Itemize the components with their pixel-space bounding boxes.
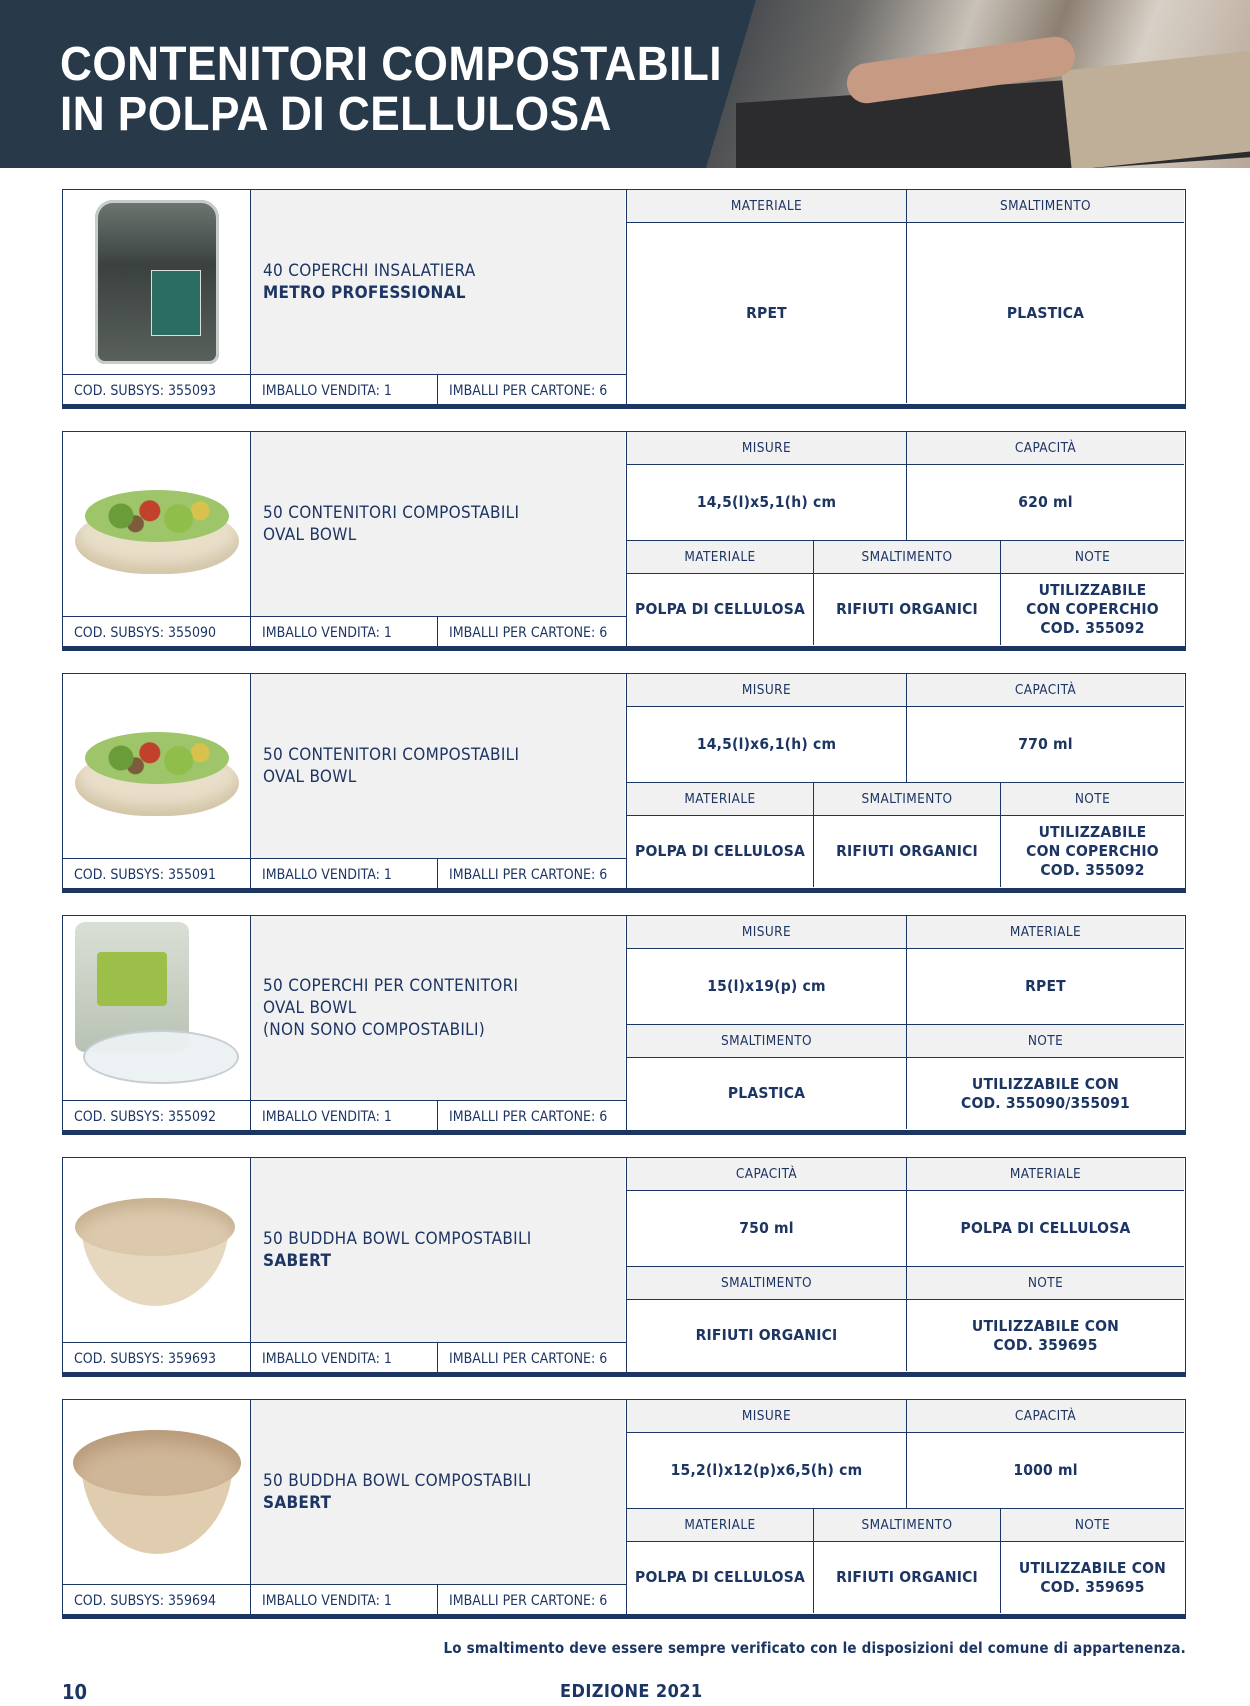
spec-header: CAPACITÀ <box>907 432 1184 465</box>
title-line-2: IN POLPA DI CELLULOSA <box>60 88 612 141</box>
imballi-per-cartone: IMBALLI PER CARTONE: 6 <box>449 1108 608 1125</box>
product-code: COD. SUBSYS: 359694 <box>63 1585 251 1616</box>
spec-value: RIFIUTI ORGANICI <box>814 1542 1001 1613</box>
imballi-per-cartone: IMBALLI PER CARTONE: 6 <box>449 1350 608 1367</box>
spec-header: SMALTIMENTO <box>814 783 1001 816</box>
product-code: COD. SUBSYS: 355090 <box>63 617 251 648</box>
spec-value: UTILIZZABILE CON COPERCHIO COD. 355092 <box>1001 574 1184 645</box>
spec-header: MISURE <box>627 432 907 465</box>
spec-header: CAPACITÀ <box>907 1400 1184 1433</box>
product-description <box>263 916 619 1100</box>
product-name: 40 COPERCHI INSALATIERA <box>263 261 476 281</box>
oval-bowl-image <box>63 674 251 858</box>
buddha-bowl-image <box>63 1158 251 1342</box>
product-name-line-2: OVAL BOWL <box>263 767 357 787</box>
product-code: COD. SUBSYS: 355092 <box>63 1101 251 1132</box>
spec-value: 770 ml <box>907 707 1184 783</box>
spec-value: PLASTICA <box>627 1058 907 1129</box>
spec-header: SMALTIMENTO <box>907 190 1184 223</box>
product-description <box>263 190 619 374</box>
page-number: 10 <box>62 1680 88 1704</box>
spec-value: UTILIZZABILE CON COD. 359695 <box>1001 1542 1184 1613</box>
product-card-355091 <box>62 673 1186 893</box>
product-description <box>263 674 619 858</box>
product-code: COD. SUBSYS: 355093 <box>63 375 251 406</box>
imballi-per-cartone: IMBALLI PER CARTONE: 6 <box>449 866 608 883</box>
spec-value: UTILIZZABILE CON COD. 355090/355091 <box>907 1058 1184 1129</box>
spec-header: MISURE <box>627 916 907 949</box>
spec-table <box>626 189 1186 405</box>
spec-value: POLPA DI CELLULOSA <box>907 1191 1184 1267</box>
spec-value: 15,2(l)x12(p)x6,5(h) cm <box>627 1433 907 1509</box>
disposal-footnote: Lo smaltimento deve essere sempre verificato con le disposizioni del comune di appartenenza. <box>443 1639 1186 1657</box>
spec-value: RIFIUTI ORGANICI <box>627 1300 907 1371</box>
spec-table <box>626 673 1186 889</box>
clear-lid-image <box>63 916 251 1100</box>
product-name: 50 CONTENITORI COMPOSTABILI <box>263 745 520 765</box>
spec-header: MATERIALE <box>627 190 907 223</box>
product-name: 50 BUDDHA BOWL COMPOSTABILI <box>263 1471 532 1491</box>
spec-value: RPET <box>907 949 1184 1025</box>
product-card-355092 <box>62 915 1186 1135</box>
product-card-359694 <box>62 1399 1186 1619</box>
product-code: COD. SUBSYS: 355091 <box>63 859 251 890</box>
spec-table <box>626 1157 1186 1373</box>
product-name: 50 BUDDHA BOWL COMPOSTABILI <box>263 1229 532 1249</box>
spec-header: MISURE <box>627 674 907 707</box>
product-code: COD. SUBSYS: 359693 <box>63 1343 251 1374</box>
imballo-vendita: IMBALLO VENDITA: 1 <box>251 617 438 648</box>
spec-header: NOTE <box>907 1267 1184 1300</box>
product-description <box>263 1400 619 1584</box>
imballi-per-cartone: IMBALLI PER CARTONE: 6 <box>449 382 608 399</box>
spec-header: SMALTIMENTO <box>814 541 1001 574</box>
spec-value: RIFIUTI ORGANICI <box>814 816 1001 887</box>
product-name-line-2: OVAL BOWL <box>263 998 357 1018</box>
imballo-vendita: IMBALLO VENDITA: 1 <box>251 375 438 406</box>
spec-header: MATERIALE <box>627 1509 814 1542</box>
product-description <box>263 432 619 616</box>
spec-header: MATERIALE <box>907 916 1184 949</box>
product-brand: SABERT <box>263 1493 332 1513</box>
buddha-bowl-image <box>63 1400 251 1584</box>
spec-value: RIFIUTI ORGANICI <box>814 574 1001 645</box>
product-brand: SABERT <box>263 1251 332 1271</box>
spec-value: POLPA DI CELLULOSA <box>627 1542 814 1613</box>
page-header <box>0 0 1250 168</box>
lid-stack-image <box>63 190 251 374</box>
spec-value: 15(l)x19(p) cm <box>627 949 907 1025</box>
spec-table <box>626 431 1186 647</box>
spec-value: RPET <box>627 223 907 403</box>
imballo-vendita: IMBALLO VENDITA: 1 <box>251 1585 438 1616</box>
product-description <box>263 1158 619 1342</box>
product-brand: METRO PROFESSIONAL <box>263 283 466 303</box>
spec-value: 1000 ml <box>907 1433 1184 1509</box>
edition-label: EDIZIONE 2021 <box>560 1681 703 1702</box>
spec-header: CAPACITÀ <box>627 1158 907 1191</box>
imballo-vendita: IMBALLO VENDITA: 1 <box>251 1343 438 1374</box>
spec-header: SMALTIMENTO <box>814 1509 1001 1542</box>
spec-table <box>626 1399 1186 1615</box>
spec-header: SMALTIMENTO <box>627 1267 907 1300</box>
product-name-line-2: OVAL BOWL <box>263 525 357 545</box>
spec-value: UTILIZZABILE CON COD. 359695 <box>907 1300 1184 1371</box>
oval-bowl-image <box>63 432 251 616</box>
spec-value: PLASTICA <box>907 223 1184 403</box>
imballi-per-cartone: IMBALLI PER CARTONE: 6 <box>449 624 608 641</box>
spec-header: MATERIALE <box>907 1158 1184 1191</box>
spec-value: 14,5(l)x6,1(h) cm <box>627 707 907 783</box>
spec-header: MATERIALE <box>627 541 814 574</box>
imballo-vendita: IMBALLO VENDITA: 1 <box>251 859 438 890</box>
spec-value: UTILIZZABILE CON COPERCHIO COD. 355092 <box>1001 816 1184 887</box>
spec-header: NOTE <box>1001 1509 1184 1542</box>
spec-value: 750 ml <box>627 1191 907 1267</box>
title-line-1: CONTENITORI COMPOSTABILI <box>60 38 722 91</box>
page-title <box>60 40 722 140</box>
product-name: 50 COPERCHI PER CONTENITORI <box>263 976 519 996</box>
spec-header: MISURE <box>627 1400 907 1433</box>
spec-header: MATERIALE <box>627 783 814 816</box>
spec-header: NOTE <box>1001 541 1184 574</box>
header-photo <box>706 0 1250 168</box>
spec-value: 14,5(l)x5,1(h) cm <box>627 465 907 541</box>
spec-header: CAPACITÀ <box>907 674 1184 707</box>
spec-table <box>626 915 1186 1131</box>
spec-value: POLPA DI CELLULOSA <box>627 574 814 645</box>
product-name: 50 CONTENITORI COMPOSTABILI <box>263 503 520 523</box>
product-card-355093 <box>62 189 1186 409</box>
spec-header: NOTE <box>1001 783 1184 816</box>
product-name-line-3: (NON SONO COMPOSTABILI) <box>263 1020 486 1040</box>
product-card-359693 <box>62 1157 1186 1377</box>
spec-value: 620 ml <box>907 465 1184 541</box>
imballi-per-cartone: IMBALLI PER CARTONE: 6 <box>449 1592 608 1609</box>
product-card-355090 <box>62 431 1186 651</box>
imballo-vendita: IMBALLO VENDITA: 1 <box>251 1101 438 1132</box>
spec-value: POLPA DI CELLULOSA <box>627 816 814 887</box>
spec-header: SMALTIMENTO <box>627 1025 907 1058</box>
spec-header: NOTE <box>907 1025 1184 1058</box>
